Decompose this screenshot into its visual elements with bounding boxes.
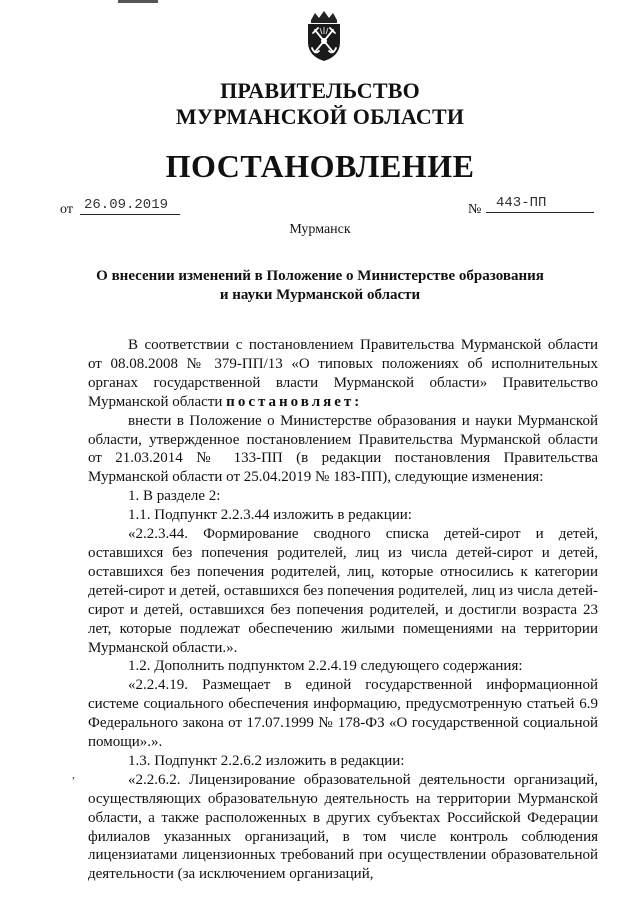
date-label: от [60, 202, 73, 217]
scan-artifact [118, 0, 158, 3]
date-value: 26.09.2019 [80, 196, 180, 215]
document-type-title: ПОСТАНОВЛЕНИЕ [165, 148, 475, 184]
coat-of-arms-icon [303, 10, 345, 62]
paragraph-item-1-3: 1.3. Подпункт 2.2.6.2 изложить в редакции: [128, 752, 405, 769]
paragraph-resolution: внести в Положение о Министерстве образования и науки Мурманской области, утвержденное постановлением Правительства Мурманской области от 21.03.2014 № 133-ПП (в редакции постановления Правительства Мурманской области от 25.04.2019 № 183-ПП), следующие изменения: [88, 412, 598, 486]
paragraph-clause-2-2-3-44: «2.2.3.44. Формирование сводного списка детей-сирот и детей, оставшихся без попечения родителей, лиц из числа детей-сирот и детей, оставшихся без попечения родителей, лиц, которые относились к категории детей-сирот и детей, оставшихся без попечения родителей, лиц из числа детей-сирот и детей, оставшихся без попечения родителей, и достигли возраста 23 лет, которые подлежат обеспечению жилыми помещениями на территории Мурманской области.». [88, 526, 598, 656]
paragraph-section-1: 1. В разделе 2: [128, 488, 221, 505]
resolves-word: постановляет: [226, 393, 363, 410]
government-title-line2: МУРМАНСКОЙ ОБЛАСТИ [175, 104, 465, 129]
document-body [88, 336, 598, 884]
paragraph-clause-2-2-6-2: «2.2.6.2. Лицензирование образовательной деятельности организаций, осуществляющих образовательную деятельность на территории Мурманской области, а также расположенных в других субъектах Российской Федерации филиалов указанных организаций, в том числе контроль соблюдения лицензиатами лицензионных требований при осуществлении образовательной деятельности (за исключением организаций, [88, 771, 598, 883]
preamble-text: В соответствии с постановлением Правительства Мурманской области от 08.08.2008 № 379-ПП/13 «О типовых положениях об исполнительных органах государственной власти Мурманской области» Правительство Мурманской области [88, 337, 598, 410]
city-name: Мурманск [289, 222, 351, 237]
subject-line1: О внесении изменений в Положение о Министерстве образования [96, 268, 544, 284]
government-title-line1: ПРАВИТЕЛЬСТВО [220, 78, 420, 103]
paragraph-clause-2-2-4-19: «2.2.4.19. Размещает в единой государственной информационной системе социального обеспечения информацию, предусмотренную статьей 6.9 Федерального закона от 17.07.1999 № 178-ФЗ «О государственной социальной помощи».». [88, 677, 598, 751]
scan-speck: , [72, 767, 75, 781]
government-title [0, 78, 640, 130]
number-label: № [468, 202, 482, 217]
paragraph-preamble [88, 336, 598, 412]
number-value: 443-ПП [486, 194, 594, 213]
paragraph-item-1-2: 1.2. Дополнить подпунктом 2.2.4.19 следующего содержания: [128, 658, 523, 675]
document-subject [0, 267, 640, 305]
subject-line2: и науки Мурманской области [219, 287, 421, 303]
paragraph-item-1-1: 1.1. Подпункт 2.2.3.44 изложить в редакции: [128, 507, 412, 524]
